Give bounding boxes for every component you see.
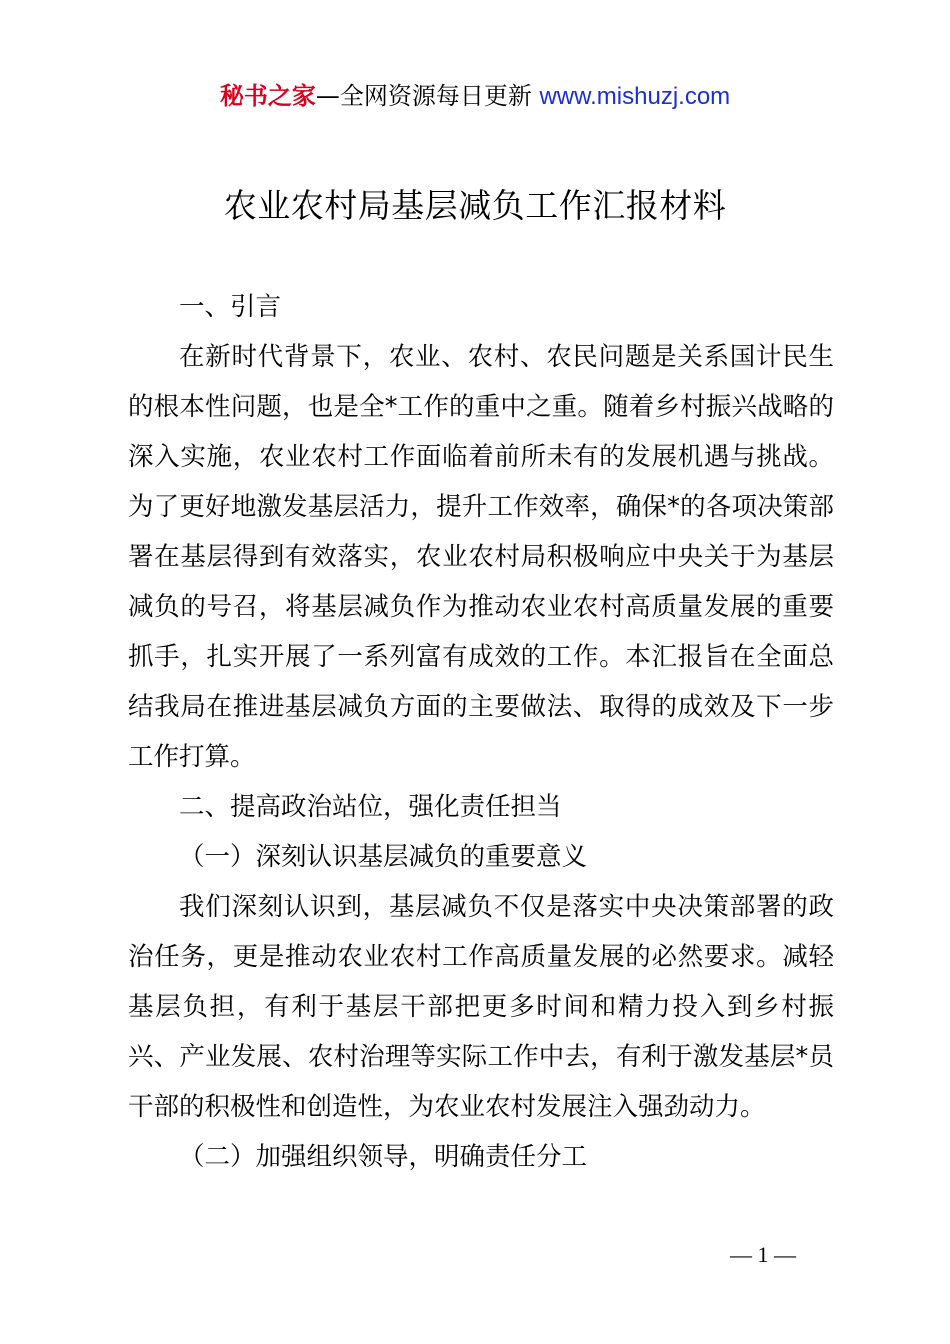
document-body [128,282,834,1182]
section-heading-introduction: 一、引言 [179,292,282,322]
document-title: 农业农村局基层减负工作汇报材料 [223,186,727,225]
paragraph-significance: 我们深刻认识到，基层减负不仅是落实中央决策部署的政治任务，更是推动农业农村工作高质量发展的必然要求。减轻基层负担，有利于基层干部把更多时间和精力投入到乡村振兴、产业发展、农村治理等实际工作中去，有利于激发基层*员干部的积极性和创造性，为农业农村发展注入强劲动力。 [128,892,834,1122]
site-tagline: —全网资源每日更新 [315,82,532,110]
section-heading-political-stance: 二、提高政治站位，强化责任担当 [179,792,562,822]
subsection-heading-significance: （一）深刻认识基层减负的重要意义 [179,842,588,872]
site-url-link[interactable]: www.mishuzj.com [539,83,731,110]
paragraph-introduction: 在新时代背景下，农业、农村、农民问题是关系国计民生的根本性问题，也是全*工作的重中之重。随着乡村振兴战略的深入实施，农业农村工作面临着前所未有的发展机遇与挑战。为了更好地激发基层活力，提升工作效率，确保*的各项决策部署在基层得到有效落实，农业农村局积极响应中央关于为基层减负的号召，将基层减负作为推动农业农村高质量发展的重要抓手，扎实开展了一系列富有成效的工作。本汇报旨在全面总结我局在推进基层减负方面的主要做法、取得的成效及下一步工作打算。 [128,342,834,772]
subsection-heading-leadership: （二）加强组织领导，明确责任分工 [179,1142,588,1172]
page-number: — 1 — [730,1242,796,1267]
site-brand: 秘书之家 [219,82,316,110]
site-header [0,78,950,115]
